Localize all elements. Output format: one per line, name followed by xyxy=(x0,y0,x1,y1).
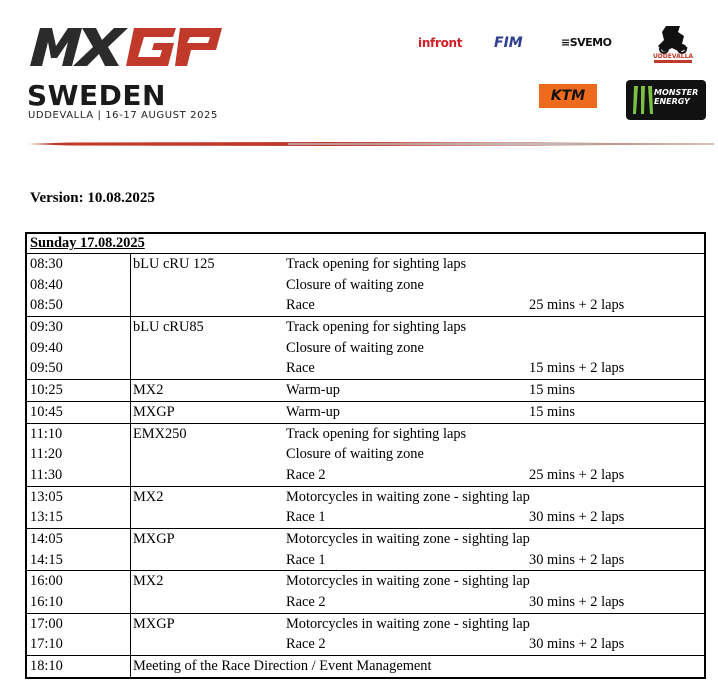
schedule-group xyxy=(27,614,704,656)
schedule-row xyxy=(27,444,704,465)
class-cell: MXGP xyxy=(133,530,175,547)
activity-cell: Track opening for sighting laps xyxy=(286,425,467,442)
activity-cell: Motorcycles in waiting zone - sighting lap xyxy=(286,615,530,632)
activity-cell: Race xyxy=(286,297,315,314)
schedule-group xyxy=(27,529,704,571)
time-cell: 11:10 xyxy=(30,425,63,442)
schedule-row xyxy=(27,656,704,677)
time-cell: 11:30 xyxy=(30,466,63,483)
schedule-row xyxy=(27,358,704,379)
uddevalla-label: UDDEVALLA xyxy=(652,53,694,60)
activity-cell: Closure of waiting zone xyxy=(286,446,424,463)
event-title: SWEDEN xyxy=(27,79,166,112)
activity-cell: Warm-up xyxy=(286,403,340,420)
schedule-row xyxy=(27,487,704,508)
time-cell: 10:45 xyxy=(30,403,63,420)
time-cell: 14:05 xyxy=(30,530,63,547)
duration-cell: 30 mins + 2 laps xyxy=(529,636,625,653)
activity-cell: Race xyxy=(286,360,315,377)
day-heading: Sunday 17.08.2025 xyxy=(27,234,704,254)
fim-logo: FIM xyxy=(494,35,523,51)
ktm-logo: KTM xyxy=(539,84,597,108)
schedule-group xyxy=(27,571,704,613)
duration-cell: 15 mins xyxy=(529,403,575,420)
schedule-row xyxy=(27,402,704,423)
monster-energy-label: MONSTER ENERGY xyxy=(654,88,699,106)
monster-claw-icon xyxy=(630,84,656,116)
time-cell: 08:40 xyxy=(30,276,63,293)
duration-cell: 25 mins + 2 laps xyxy=(529,297,625,314)
schedule-group xyxy=(27,380,704,402)
svemo-logo-text: SVEMO xyxy=(569,36,612,49)
schedule-row xyxy=(27,614,704,635)
header-divider xyxy=(28,140,714,148)
duration-cell: 30 mins + 2 laps xyxy=(529,509,625,526)
time-cell: 13:15 xyxy=(30,509,63,526)
schedule-row xyxy=(27,529,704,550)
schedule-group xyxy=(27,317,704,380)
schedule-row xyxy=(27,275,704,296)
schedule-group xyxy=(27,402,704,424)
time-cell: 08:30 xyxy=(30,256,63,272)
schedule-row xyxy=(27,550,704,571)
time-cell: 08:50 xyxy=(30,297,63,314)
class-cell: EMX250 xyxy=(133,425,187,442)
time-cell: 13:05 xyxy=(30,488,63,505)
schedule-row xyxy=(27,380,704,401)
class-cell: MXGP xyxy=(133,403,175,420)
schedule-row xyxy=(27,254,704,275)
class-cell: MX2 xyxy=(133,382,164,399)
class-cell: bLU cRU85 xyxy=(133,319,204,336)
activity-cell: Motorcycles in waiting zone - sighting lap xyxy=(286,573,530,590)
activity-cell: Track opening for sighting laps xyxy=(286,319,467,336)
schedule-group xyxy=(27,424,704,487)
schedule-row xyxy=(27,317,704,338)
time-cell: 16:00 xyxy=(30,573,63,590)
duration-cell: 30 mins + 2 laps xyxy=(529,594,625,610)
schedule-row xyxy=(27,338,704,359)
activity-cell: Motorcycles in waiting zone - sighting lap xyxy=(286,530,530,547)
activity-cell: Race 2 xyxy=(286,466,326,483)
schedule-row xyxy=(27,592,704,613)
time-cell: 10:25 xyxy=(30,382,63,399)
time-cell: 11:20 xyxy=(30,446,63,463)
activity-cell: Motorcycles in waiting zone - sighting lap xyxy=(286,488,530,505)
time-cell: 14:15 xyxy=(30,551,63,568)
version-label: Version: 10.08.2025 xyxy=(30,190,155,206)
schedule-row xyxy=(27,507,704,528)
schedule-table xyxy=(25,232,706,679)
time-cell: 16:10 xyxy=(30,594,63,610)
class-cell: MX2 xyxy=(133,488,164,505)
time-cell: 17:10 xyxy=(30,636,63,653)
class-cell: Meeting of the Race Direction / Event Management xyxy=(133,658,432,675)
event-subtitle: UDDEVALLA | 16-17 AUGUST 2025 xyxy=(28,110,218,121)
time-cell: 09:50 xyxy=(30,360,63,377)
infront-logo: infront xyxy=(418,36,463,50)
activity-cell: Warm-up xyxy=(286,382,340,399)
activity-cell: Track opening for sighting laps xyxy=(286,256,467,272)
schedule-group xyxy=(27,656,704,677)
activity-cell: Race 2 xyxy=(286,594,326,610)
class-cell: MX2 xyxy=(133,573,164,590)
time-cell: 09:30 xyxy=(30,319,63,336)
schedule-group xyxy=(27,254,704,317)
mxgp-logo xyxy=(26,20,226,70)
duration-cell: 30 mins + 2 laps xyxy=(529,551,625,568)
duration-cell: 15 mins xyxy=(529,382,575,399)
class-cell: MXGP xyxy=(133,615,175,632)
time-cell: 18:10 xyxy=(30,658,63,675)
activity-cell: Closure of waiting zone xyxy=(286,276,424,293)
activity-cell: Race 1 xyxy=(286,509,326,526)
activity-cell: Race 2 xyxy=(286,636,326,653)
duration-cell: 15 mins + 2 laps xyxy=(529,360,625,377)
schedule-row xyxy=(27,634,704,655)
activity-cell: Race 1 xyxy=(286,551,326,568)
time-cell: 17:00 xyxy=(30,615,63,632)
svemo-logo: ≡SVEMO xyxy=(561,36,612,49)
class-cell: bLU cRU 125 xyxy=(133,256,215,272)
schedule-row xyxy=(27,465,704,486)
duration-cell: 25 mins + 2 laps xyxy=(529,466,625,483)
schedule-row xyxy=(27,295,704,316)
schedule-row xyxy=(27,424,704,445)
time-cell: 09:40 xyxy=(30,339,63,356)
activity-cell: Closure of waiting zone xyxy=(286,339,424,356)
schedule-row xyxy=(27,571,704,592)
schedule-group xyxy=(27,487,704,529)
